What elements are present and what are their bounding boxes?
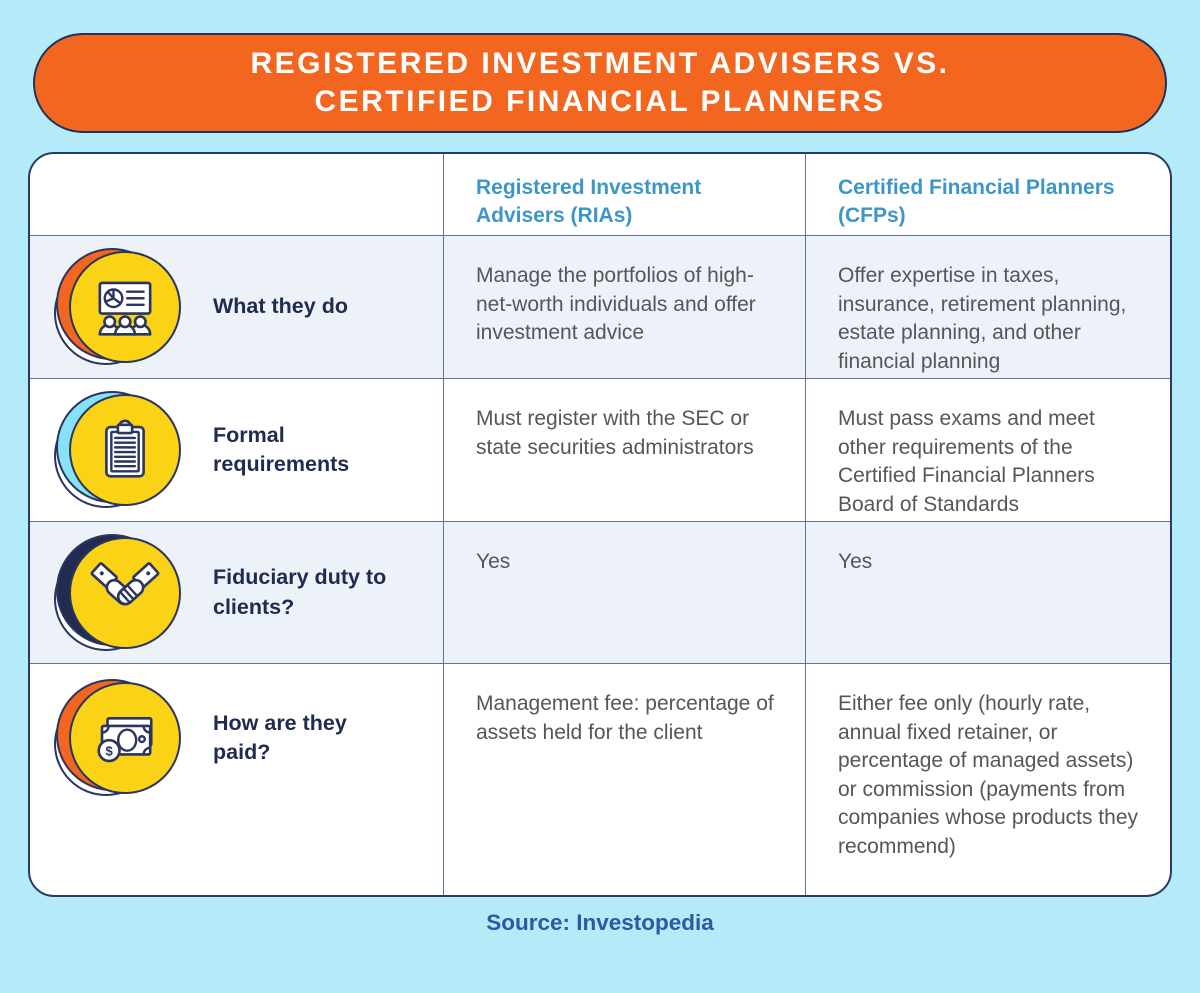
cell-cfp-formal-requirements: Must pass exams and meet other requirements of the Certified Financial Planners Board of Standards	[805, 378, 1170, 521]
cell-ria-fiduciary-duty: Yes	[443, 521, 805, 663]
row-label: What they do	[213, 294, 348, 319]
column-header-cfp: Certified Financial Planners (CFPs)	[805, 154, 1170, 235]
clipboard-icon	[54, 386, 188, 514]
source-attribution: Source: Investopedia	[486, 910, 714, 935]
handshake-icon	[54, 529, 188, 657]
header-spacer-cell	[30, 154, 443, 235]
cell-ria-what-they-do: Manage the portfolios of high-net-worth individuals and offer investment advice	[443, 235, 805, 378]
row-label: How are they paid?	[213, 710, 347, 764]
page-title-line-2: CERTIFIED FINANCIAL PLANNERS	[314, 85, 886, 118]
page-title-line-1: REGISTERED INVESTMENT ADVISERS VS.	[250, 46, 950, 80]
money-icon	[54, 674, 188, 802]
cell-ria-formal-requirements: Must register with the SEC or state securities administrators	[443, 378, 805, 521]
title-banner	[33, 33, 1167, 133]
column-header-ria: Registered Investment Advisers (RIAs)	[443, 154, 805, 235]
cell-cfp-what-they-do: Offer expertise in taxes, insurance, retirement planning, estate planning, and other financial planning	[805, 235, 1170, 378]
cell-ria-how-paid: Management fee: percentage of assets held for the client	[443, 663, 805, 895]
presentation-audience-icon	[54, 243, 188, 371]
comparison-table	[28, 152, 1172, 897]
table-row-what-they-do-topic	[30, 235, 443, 378]
row-label: Fiduciary duty to clients?	[213, 565, 387, 619]
row-label: Formal requirements	[213, 422, 350, 476]
table-row-how-paid-topic	[30, 663, 443, 895]
table-row-formal-requirements-topic	[30, 378, 443, 521]
table-row-fiduciary-duty-topic	[30, 521, 443, 663]
svg-text:$: $	[105, 743, 113, 759]
cell-cfp-how-paid: Either fee only (hourly rate, annual fixed retainer, or percentage of managed assets) or commission (payments from companies whose products they recommend)	[805, 663, 1170, 895]
cell-cfp-fiduciary-duty: Yes	[805, 521, 1170, 663]
